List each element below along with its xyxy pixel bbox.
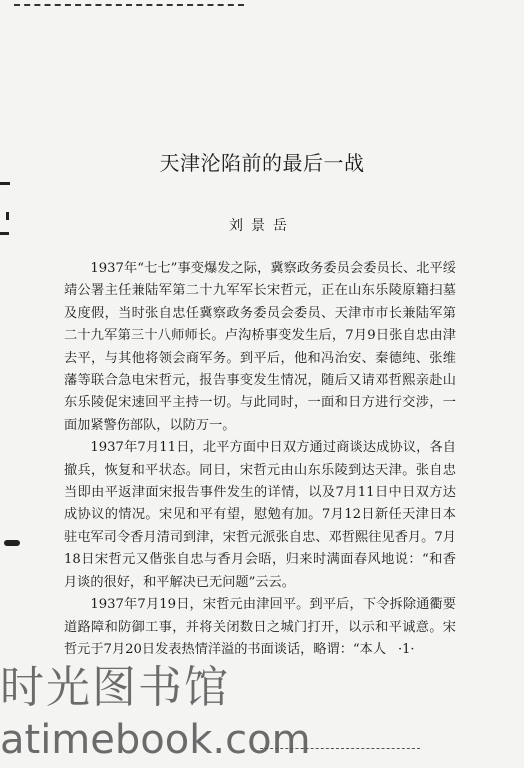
paragraph: 1937年“七七”事变爆发之际，冀察政务委员会委员长、北平绥靖公署主任兼陆军第二十九军军长宋哲元，正在山东乐陵原籍扫墓及度假，当时张自忠任冀察政务委员会委员、天津市市长兼陆军第二十九军第三十八师师长。卢沟桥事变发生后，7月9日张自忠由津去平，与其他将领会商军务。到平后，他和冯治安、秦德纯、张维藩等联合急电宋哲元，报告事变发生情况，随后又请邓哲熙亲赴山东乐陵促宋速回平主持一切。与此同时，一面和日方进行交涉，一面加紧警伤部队，以防万一。 <box>64 261 456 433</box>
ink-smudge-mark <box>4 540 20 546</box>
top-dashed-rule <box>14 4 244 6</box>
binding-hole-mark <box>0 182 10 185</box>
watermark-url: atimebook.com <box>0 717 311 763</box>
author-name: 刘景岳 <box>229 218 295 234</box>
page-number: ·1· <box>398 642 415 657</box>
bottom-dashed-rule <box>260 748 420 749</box>
paragraph: 1937年7月19日，宋哲元由津回平。到平后，下令拆除通衢要道路障和防御工事，并将关闭数日之城门打开，以示和平诚意。宋哲元于7月20日发表热情洋溢的书面谈话，略谓：“本人 <box>64 597 456 657</box>
page-title: 天津沦陷前的最后一战 <box>159 151 365 175</box>
paragraph: 1937年7月11日，北平方面中日双方通过商谈达成协议，各自撤兵，恢复和平状态。同日，宋哲元由山东乐陵到达天津。张自忠当即由平返津面宋报告事件发生的详情，以及7月11日中日双方达成协议的情况。宋见和平有望，慰勉有加。7月12日新任天津日本驻屯军司令香月清司到津，宋哲元派张自忠、邓哲熙往见香月。7月18日宋哲元又偕张自忠与香月会晤，归来时满面春风地说：“和香月谈的很好，和平解决已无问题”云云。 <box>64 440 456 590</box>
article-body <box>64 258 456 661</box>
watermark-title: 时光图书馆 <box>0 662 230 713</box>
